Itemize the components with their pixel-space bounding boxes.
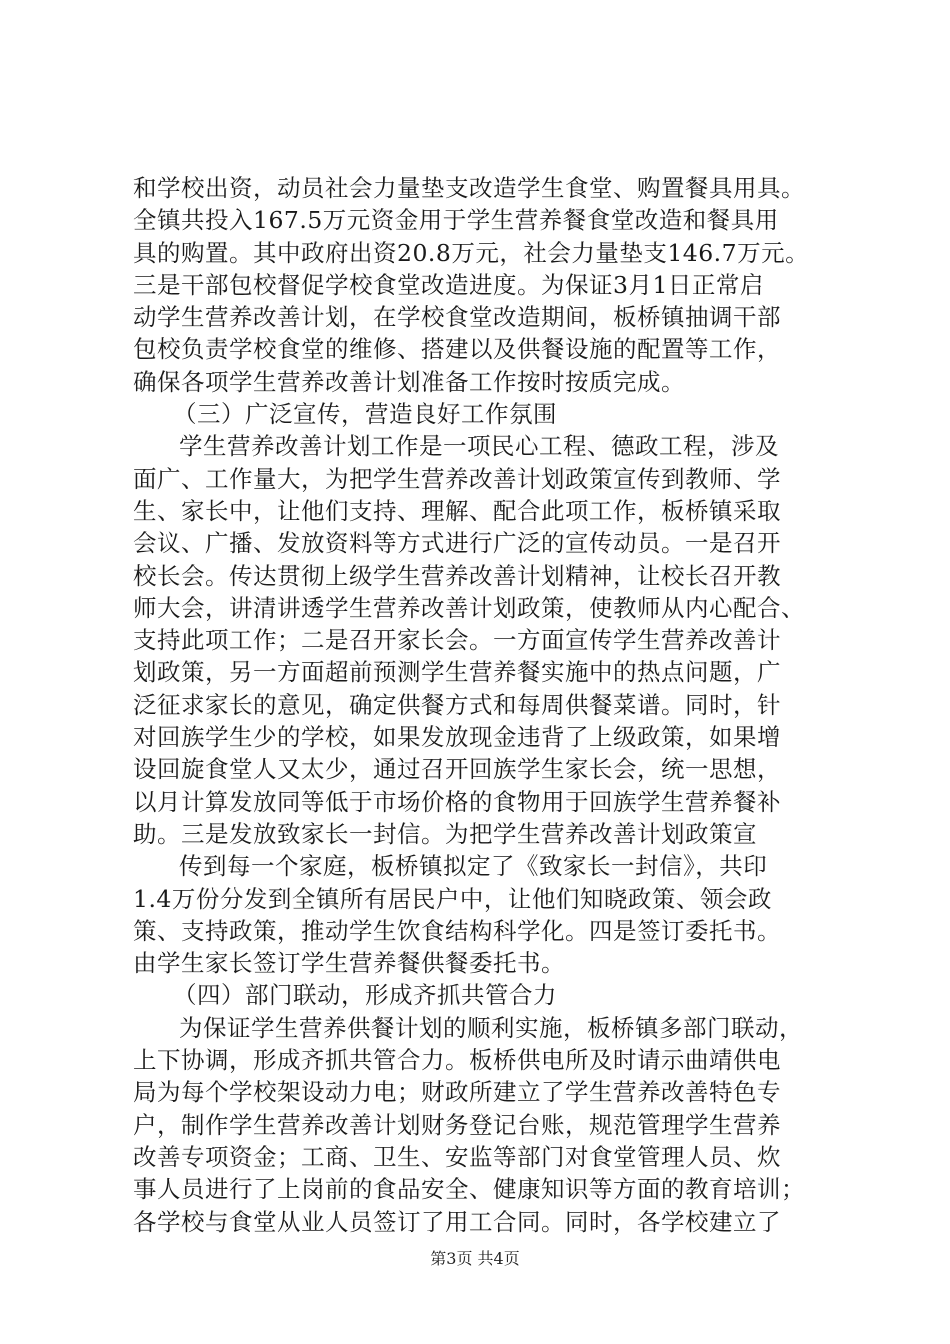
- document-body: [133, 172, 833, 1238]
- text-line: 1.4万份分发到全镇所有居民户中，让他们知晓政策、领会政: [133, 884, 772, 913]
- text-line: 三是干部包校督促学校食堂改造进度。为保证3月1日正常启: [133, 270, 764, 299]
- text-line: 全镇共投入167.5万元资金用于学生营养餐食堂改造和餐具用: [133, 206, 779, 235]
- text-line: 具的购置。其中政府出资20.8万元，社会力量垫支146.7万元。: [133, 238, 810, 267]
- text-line: 会议、广播、发放资料等方式进行广泛的宣传动员。一是召开: [133, 529, 781, 558]
- text-line: 助。三是发放致家长一封信。为把学生营养改善计划政策宣: [133, 819, 757, 848]
- text-line: 上下协调，形成齐抓共管合力。板桥供电所及时请示曲靖供电: [133, 1046, 781, 1075]
- text-line: 学生营养改善计划工作是一项民心工程、德政工程，涉及: [179, 432, 779, 461]
- text-line: 划政策，另一方面超前预测学生营养餐实施中的热点问题，广: [133, 658, 781, 687]
- text-line: 校长会。传达贯彻上级学生营养改善计划精神，让校长召开教: [133, 561, 781, 590]
- text-line: 师大会，讲清讲透学生营养改善计划政策，使教师从内心配合、: [133, 593, 805, 622]
- text-line: 户，制作学生营养改善计划财务登记台账，规范管理学生营养: [133, 1110, 781, 1139]
- text-line: 事人员进行了上岗前的食品安全、健康知识等方面的教育培训；: [133, 1175, 805, 1204]
- text-line: 对回族学生少的学校，如果发放现金违背了上级政策，如果增: [133, 723, 781, 752]
- section-heading: （三）广泛宣传，营造良好工作氛围: [173, 400, 557, 429]
- text-line: 改善专项资金；工商、卫生、安监等部门对食堂管理人员、炊: [133, 1142, 781, 1171]
- text-line: 支持此项工作；二是召开家长会。一方面宣传学生营养改善计: [133, 626, 781, 655]
- text-line: 由学生家长签订学生营养餐供餐委托书。: [133, 949, 565, 978]
- text-line: 生、家长中，让他们支持、理解、配合此项工作，板桥镇采取: [133, 496, 781, 525]
- text-line: 局为每个学校架设动力电；财政所建立了学生营养改善特色专: [133, 1078, 781, 1107]
- text-line: 传到每一个家庭，板桥镇拟定了《致家长一封信》，共印: [179, 852, 768, 881]
- text-line: 以月计算发放同等低于市场价格的食物用于回族学生营养餐补: [133, 787, 781, 816]
- page-footer: 第3页 共4页: [430, 1249, 520, 1268]
- text-line: 包校负责学校食堂的维修、搭建以及供餐设施的配置等工作，: [133, 335, 781, 364]
- text-line: 确保各项学生营养改善计划准备工作按时按质完成。: [133, 367, 685, 396]
- text-line: 泛征求家长的意见，确定供餐方式和每周供餐菜谱。同时，针: [133, 690, 781, 719]
- text-line: 为保证学生营养供餐计划的顺利实施，板桥镇多部门联动，: [179, 1013, 803, 1042]
- text-line: 和学校出资，动员社会力量垫支改造学生食堂、购置餐具用具。: [133, 174, 805, 202]
- text-line: 设回旋食堂人又太少，通过召开回族学生家长会，统一思想，: [133, 755, 781, 784]
- text-line: 面广、工作量大，为把学生营养改善计划政策宣传到教师、学: [133, 464, 781, 493]
- text-line: 动学生营养改善计划，在学校食堂改造期间，板桥镇抽调干部: [133, 303, 781, 332]
- text-line: 各学校与食堂从业人员签订了用工合同。同时，各学校建立了: [133, 1207, 781, 1236]
- section-heading: （四）部门联动，形成齐抓共管合力: [173, 981, 557, 1010]
- text-line: 策、支持政策，推动学生饮食结构科学化。四是签订委托书。: [133, 916, 781, 945]
